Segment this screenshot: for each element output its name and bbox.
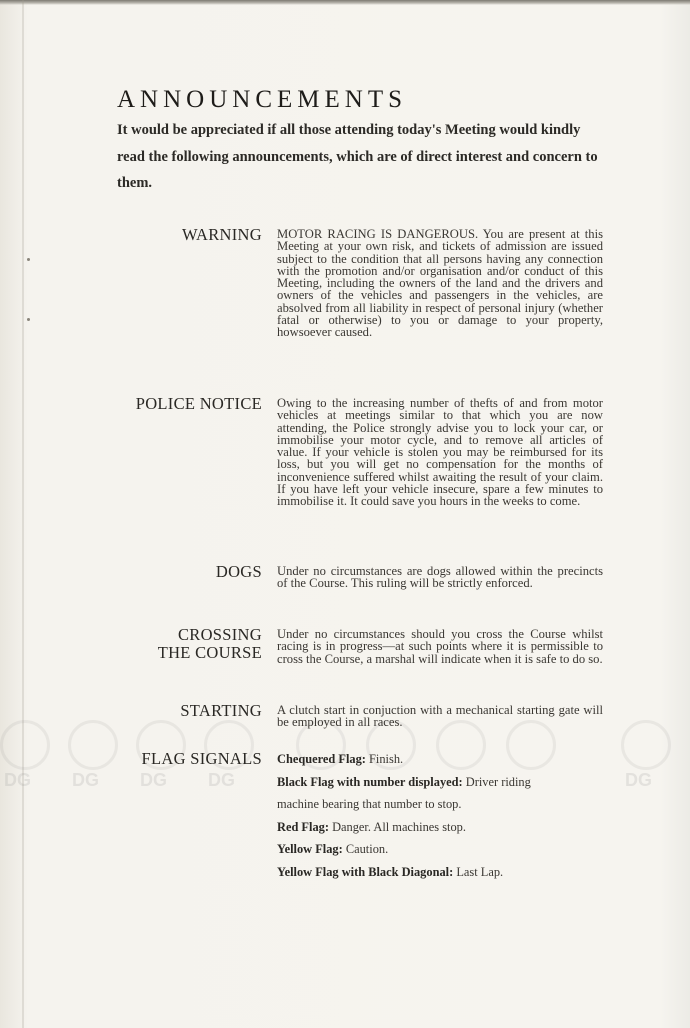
flag-item	[277, 816, 617, 839]
flag-name: Black Flag with number displayed:	[277, 774, 463, 789]
section-label: FLAG SIGNALS	[141, 749, 262, 768]
flag-name: Yellow Flag with Black Diagonal:	[277, 864, 454, 879]
flag-meaning: Driver riding	[465, 774, 531, 789]
section-label: STARTING	[180, 701, 262, 720]
section-text: Under no circumstances should you cross the Course whilst racing is in progress—at such points where it is permissible to cross the Course, a marshal will indicate when it is safe to do so.	[277, 627, 603, 666]
flag-name: Yellow Flag:	[277, 842, 343, 857]
section-label-line2: THE COURSE	[157, 643, 262, 662]
flag-meaning: Finish.	[369, 752, 404, 766]
section-text: MOTOR RACING IS DANGEROUS. You are present at this Meeting at your own risk, and tickets of admission are issued subject to the condition that all persons having any connection with the promotion and/or organisation and/or conduct of this Meeting, including the owners of the land and the drivers and owners of the vehicles and passengers in the vehicles, are absolved from all liability in respect of personal injury (whether fatal or otherwise) to you or damage to your property, howsoever caused.	[277, 227, 603, 340]
flag-list	[277, 748, 617, 884]
flag-meaning: Caution.	[345, 842, 389, 857]
watermark-stamp: DG	[62, 718, 122, 788]
section-label: WARNING	[181, 225, 262, 244]
flag-item	[277, 838, 617, 861]
watermark-stamp: DG	[0, 718, 54, 788]
intro-paragraph: It would be appreciated if all those attending today's Meeting would kindly read the following announcements, which are of direct interest and concern to them.	[117, 122, 598, 191]
flag-item	[277, 861, 617, 884]
section-label: DOGS	[215, 562, 262, 581]
paper-speck	[27, 258, 30, 261]
flag-meaning: machine bearing that number to stop.	[277, 797, 462, 812]
section-label: POLICE NOTICE	[135, 394, 262, 413]
page-title: ANNOUNCEMENTS	[117, 86, 407, 113]
section-text: Under no circumstances are dogs allowed within the precincts of the Course. This ruling will be strictly enforced.	[277, 564, 603, 591]
flag-meaning: Last Lap.	[456, 864, 504, 879]
flag-item-continuation	[277, 793, 617, 816]
watermark-stamp: DG	[130, 718, 190, 788]
flag-meaning: Danger. All machines stop.	[332, 819, 466, 834]
flag-name: Red Flag:	[277, 819, 329, 834]
flag-item	[277, 771, 617, 794]
section-label-line1: CROSSING	[177, 625, 262, 644]
section-text: A clutch start in conjuction with a mechanical starting gate will be employed in all races.	[277, 703, 603, 730]
section-text: Owing to the increasing number of thefts of and from motor vehicles at meetings similar to that which you are now attending, the Police strongly advise you to lock your car, or immobilise your motor cycle, and to remove all articles of value. If your vehicle is stolen you may be reimbursed for its loss, but you will get no compensation for the months of inconvenience suffered whilst awaiting the result of your claim. If you have left your vehicle insecure, spare a few minutes to immobilise it. It could save you hours in the weeks to come.	[277, 396, 603, 509]
flag-item	[277, 748, 617, 771]
page-top-edge	[0, 0, 690, 5]
page-fold-shadow	[22, 0, 24, 1028]
paper-speck	[27, 318, 30, 321]
watermark-stamp: DG	[198, 718, 258, 788]
flag-name: Chequered Flag:	[277, 752, 366, 766]
watermark-stamp: DG	[615, 718, 675, 788]
